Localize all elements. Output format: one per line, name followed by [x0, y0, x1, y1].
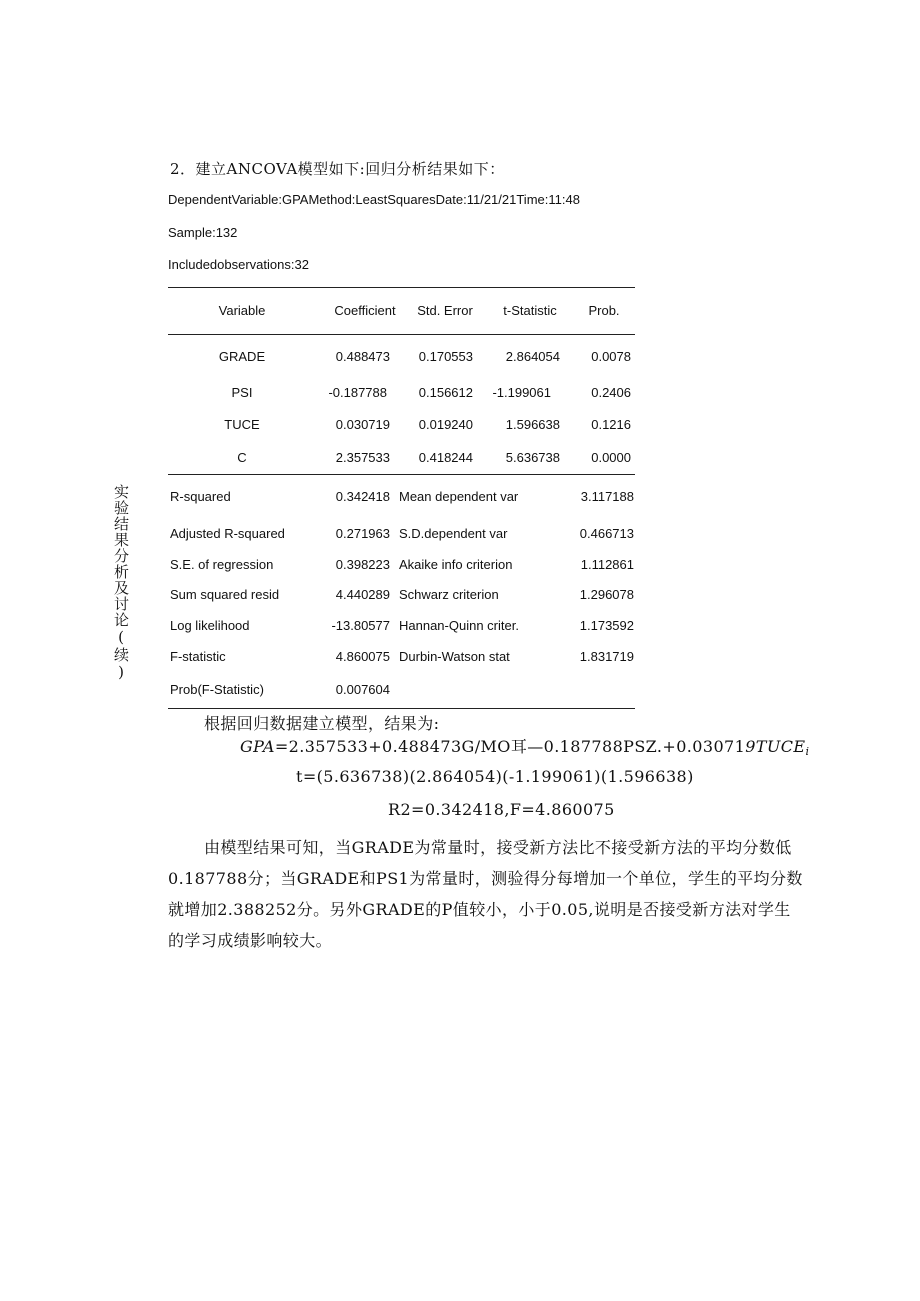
header-rule	[168, 334, 635, 335]
row-se: 0.170553	[418, 349, 473, 364]
stat-label-2: Akaike info criterion	[399, 557, 513, 572]
paragraph-line: 0.187788分；当GRADE和PS1为常量时，测验得分每增加一个单位，学生的平均分数	[168, 869, 803, 888]
stat-label-2: Mean dependent var	[399, 489, 519, 504]
stat-value: -13.80577	[331, 618, 390, 633]
stat-label: F-statistic	[170, 649, 226, 664]
row-variable: TUCE	[224, 417, 260, 432]
model-equation	[240, 734, 809, 758]
stat-value-2: 1.296078	[579, 587, 634, 602]
section-heading: 2．建立ANCOVA模型如下:回归分析结果如下：	[170, 160, 505, 178]
header-coefficient: Coefficient	[334, 303, 396, 318]
stat-value: 0.398223	[335, 557, 390, 572]
stat-value-2: 0.466713	[579, 526, 634, 541]
stat-label-2: Schwarz criterion	[399, 587, 499, 602]
row-variable: GRADE	[218, 349, 266, 364]
row-t: 2.864054	[505, 349, 560, 364]
side-label: 实验结果分析及讨论(续)	[112, 484, 130, 682]
row-t: 1.596638	[505, 417, 560, 432]
stat-label: Log likelihood	[170, 618, 250, 633]
observations-line: Includedobservations:32	[168, 257, 309, 272]
header-prob: Prob.	[588, 303, 620, 318]
row-variable: C	[237, 450, 247, 465]
paragraph-line: 的学习成绩影响较大。	[168, 931, 333, 950]
row-prob: 0.2406	[591, 385, 631, 400]
row-t: -1.199061	[492, 385, 551, 400]
row-coef: 0.030719	[335, 417, 390, 432]
r2-f-line: R2=0.342418,F=4.860075	[388, 800, 615, 819]
stat-label: Sum squared resid	[170, 587, 280, 602]
row-prob: 0.0000	[591, 450, 631, 465]
sample-line: Sample:132	[168, 225, 238, 240]
equation-tail: 9TUCE	[745, 737, 806, 756]
stat-label: R-squared	[170, 489, 231, 504]
stat-value: 0.007604	[335, 682, 390, 697]
row-se: 0.418244	[418, 450, 473, 465]
row-variable: PSI	[231, 385, 253, 400]
model-intro: 根据回归数据建立模型，结果为:	[204, 714, 440, 733]
stat-value-2: 1.173592	[579, 618, 634, 633]
stat-label-2: Hannan-Quinn criter.	[399, 618, 519, 633]
row-coef: 0.488473	[335, 349, 390, 364]
stat-label: Prob(F-Statistic)	[170, 682, 264, 697]
row-prob: 0.0078	[591, 349, 631, 364]
header-variable: Variable	[218, 303, 266, 318]
stat-label: Adjusted R-squared	[170, 526, 285, 541]
table-bottom-rule	[168, 708, 635, 709]
paragraph-line: 就增加2.388252分。另外GRADE的P值较小，小于0.05,说明是否接受新方法对学生	[168, 900, 791, 919]
stat-value-2: 1.112861	[580, 557, 634, 572]
stats-rule	[168, 474, 635, 475]
row-se: 0.019240	[418, 417, 473, 432]
paragraph-line: 由模型结果可知，当GRADE为常量时，接受新方法比不接受新方法的平均分数低	[204, 838, 792, 857]
stat-label-2: Durbin-Watson stat	[399, 649, 510, 664]
stat-value: 0.342418	[335, 489, 390, 504]
table-top-rule	[168, 287, 635, 288]
row-t: 5.636738	[505, 450, 560, 465]
stat-value-2: 1.831719	[579, 649, 634, 664]
stat-label-2: S.D.dependent var	[399, 526, 508, 541]
row-coef: -0.187788	[328, 385, 387, 400]
header-t-statistic: t-Statistic	[503, 303, 557, 318]
stat-value: 4.860075	[335, 649, 390, 664]
row-coef: 2.357533	[335, 450, 390, 465]
stat-value: 4.440289	[335, 587, 390, 602]
regression-meta-line: DependentVariable:GPAMethod:LeastSquaresDate:11/21/21Time:11:48	[168, 192, 580, 207]
header-std-error: Std. Error	[417, 303, 473, 318]
stat-value-2: 3.117188	[580, 489, 634, 504]
equation-rhs: =2.357533+0.488473G/MO耳—0.187788PSZ.+0.03071	[274, 737, 746, 756]
t-statistics-line: t=(5.636738)(2.864054)(-1.199061)(1.596638)	[296, 767, 694, 786]
row-se: 0.156612	[418, 385, 473, 400]
row-prob: 0.1216	[591, 417, 631, 432]
equation-subscript: i	[805, 745, 810, 758]
stat-label: S.E. of regression	[170, 557, 274, 572]
equation-lhs: GPA	[240, 737, 275, 756]
stat-value: 0.271963	[335, 526, 390, 541]
